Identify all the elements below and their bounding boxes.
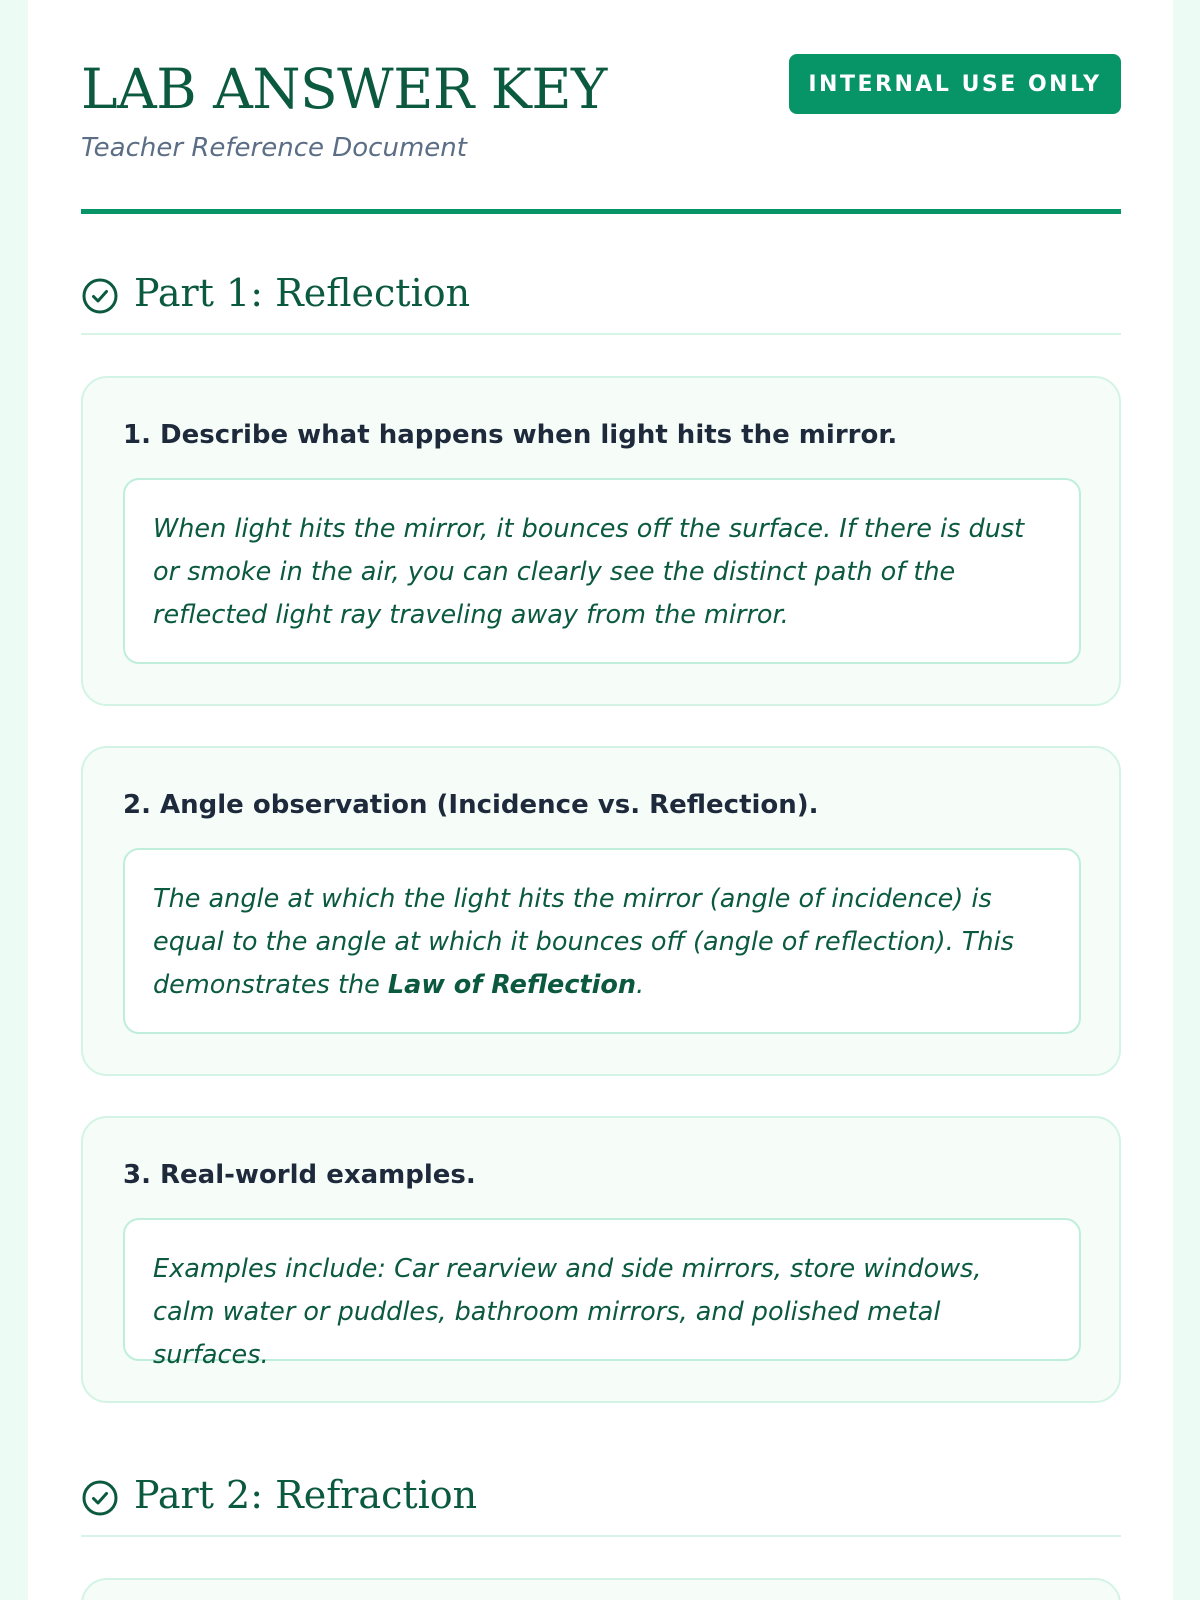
question-card [81, 746, 1121, 1076]
question-text: 3. Real-world examples. [123, 1160, 476, 1190]
section-title-refraction: Part 2: Refraction [134, 1473, 478, 1517]
internal-use-badge: INTERNAL USE ONLY [789, 54, 1121, 114]
check-circle-icon [81, 1479, 119, 1517]
document-subtitle: Teacher Reference Document [81, 133, 467, 163]
question-card-partial [81, 1578, 1121, 1600]
section-header-reflection [81, 255, 1121, 335]
document-header [81, 0, 1121, 214]
section-title-reflection: Part 1: Reflection [134, 271, 471, 315]
answer-box: When light hits the mirror, it bounces off the surface. If there is dust or smoke in the air, you can clearly see the distinct path of the reflected light ray traveling away from the mirror. [123, 478, 1081, 664]
check-circle-icon [81, 277, 119, 315]
answer-emphasis: Law of Reflection [387, 970, 637, 1000]
answer-text: The angle at which the light hits the mirror (angle of incidence) is equal to the angle at which it bounces off (angle of reflection). This demonstrates the [153, 884, 1014, 1000]
answer-box: Examples include: Car rearview and side mirrors, store windows, calm water or puddles, bathroom mirrors, and polished metal surfaces. [123, 1218, 1081, 1361]
question-text: 1. Describe what happens when light hits the mirror. [123, 420, 898, 450]
answer-box [123, 848, 1081, 1034]
question-card [81, 376, 1121, 706]
answer-text-end: . [636, 970, 645, 1000]
document-page [28, 0, 1173, 1600]
question-card [81, 1116, 1121, 1403]
question-text: 2. Angle observation (Incidence vs. Reflection). [123, 790, 819, 820]
section-header-refraction [81, 1457, 1121, 1537]
document-title: LAB ANSWER KEY [81, 57, 607, 121]
